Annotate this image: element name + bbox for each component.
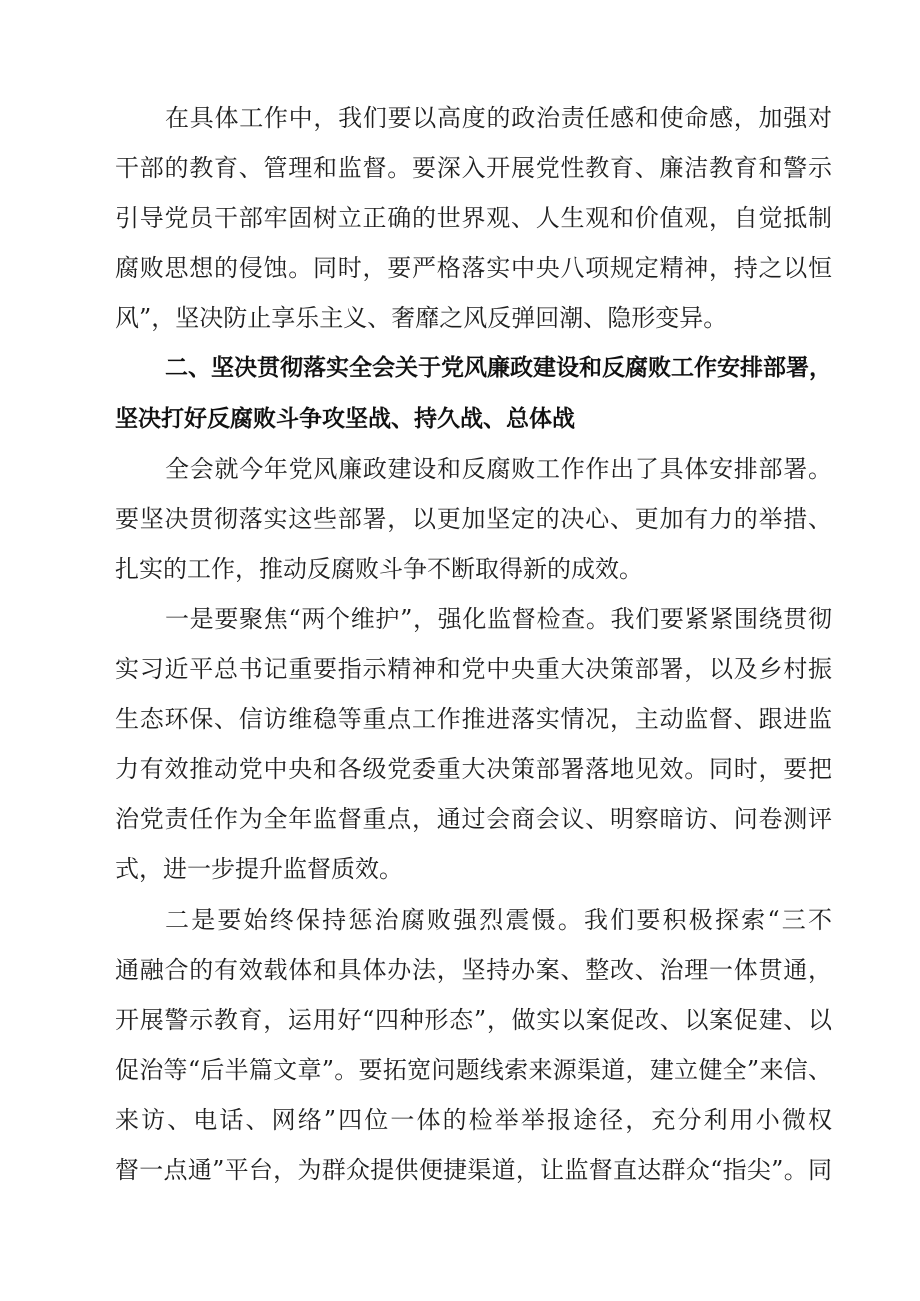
text-line: 全会就今年党风廉政建设和反腐败工作作出了具体安排部署。 <box>165 454 832 483</box>
text-line: 督一点通”平台，为群众提供便捷渠道，让监督直达群众“指尖”。同 <box>115 1155 832 1184</box>
section-heading <box>115 343 832 443</box>
heading-line: 二、坚决贯彻落实全会关于党风廉政建设和反腐败工作安排部署， <box>165 355 832 382</box>
document-body <box>115 93 832 1195</box>
text-line: 通融合的有效载体和具体办法，坚持办案、整改、治理一体贯通， <box>115 955 832 984</box>
text-line: 式，进一步提升监督质效。 <box>115 855 403 884</box>
text-line: 腐败思想的侵蚀。同时，要严格落实中央八项规定精神，持之以恒 <box>115 254 832 283</box>
text-line: 力有效推动党中央和各级党委重大决策部署落地见效。同时，要把 <box>115 755 832 784</box>
text-line: 来访、电话、网络”四位一体的检举举报途径，充分利用小微权 <box>115 1105 832 1134</box>
text-line: 要坚决贯彻落实这些部署，以更加坚定的决心、更加有力的举措、 <box>115 504 832 533</box>
text-line: 引导党员干部牢固树立正确的世界观、人生观和价值观，自觉抵制 <box>115 204 832 233</box>
text-line: 一是要聚焦“两个维护”，强化监督检查。我们要紧紧围绕贯彻 <box>165 604 832 633</box>
text-line: 二是要始终保持惩治腐败强烈震慑。我们要积极探索“三不 <box>165 905 832 934</box>
text-line: 实习近平总书记重要指示精神和党中央重大决策部署，以及乡村振 <box>115 655 832 684</box>
paragraph-plenary-arrangements <box>115 444 832 594</box>
text-line: 开展警示教育，运用好“四种形态”，做实以案促改、以案促建、以 <box>115 1005 832 1034</box>
text-line: 促治等“后半篇文章”。要拓宽问题线索来源渠道，建立健全”来信、 <box>115 1055 832 1084</box>
text-line: 生态环保、信访维稳等重点工作推进落实情况，主动监督、跟进监 <box>115 705 832 734</box>
paragraph-point-one <box>115 594 832 895</box>
text-line: 风”，坚决防止享乐主义、奢靡之风反弹回潮、隐形变异。 <box>115 304 728 333</box>
heading-line: 坚决打好反腐败斗争攻坚战、持久战、总体战 <box>115 405 575 432</box>
text-line: 干部的教育、管理和监督。要深入开展党性教育、廉洁教育和警示 <box>115 154 832 183</box>
paragraph-point-two <box>115 895 832 1196</box>
paragraph-party-supervision <box>115 93 832 343</box>
text-line: 扎实的工作，推动反腐败斗争不断取得新的成效。 <box>115 554 643 583</box>
text-line: 治党责任作为全年监督重点，通过会商会议、明察暗访、问卷测评 <box>115 805 832 834</box>
text-line: 在具体工作中，我们要以高度的政治责任感和使命感，加强对 <box>165 104 832 132</box>
